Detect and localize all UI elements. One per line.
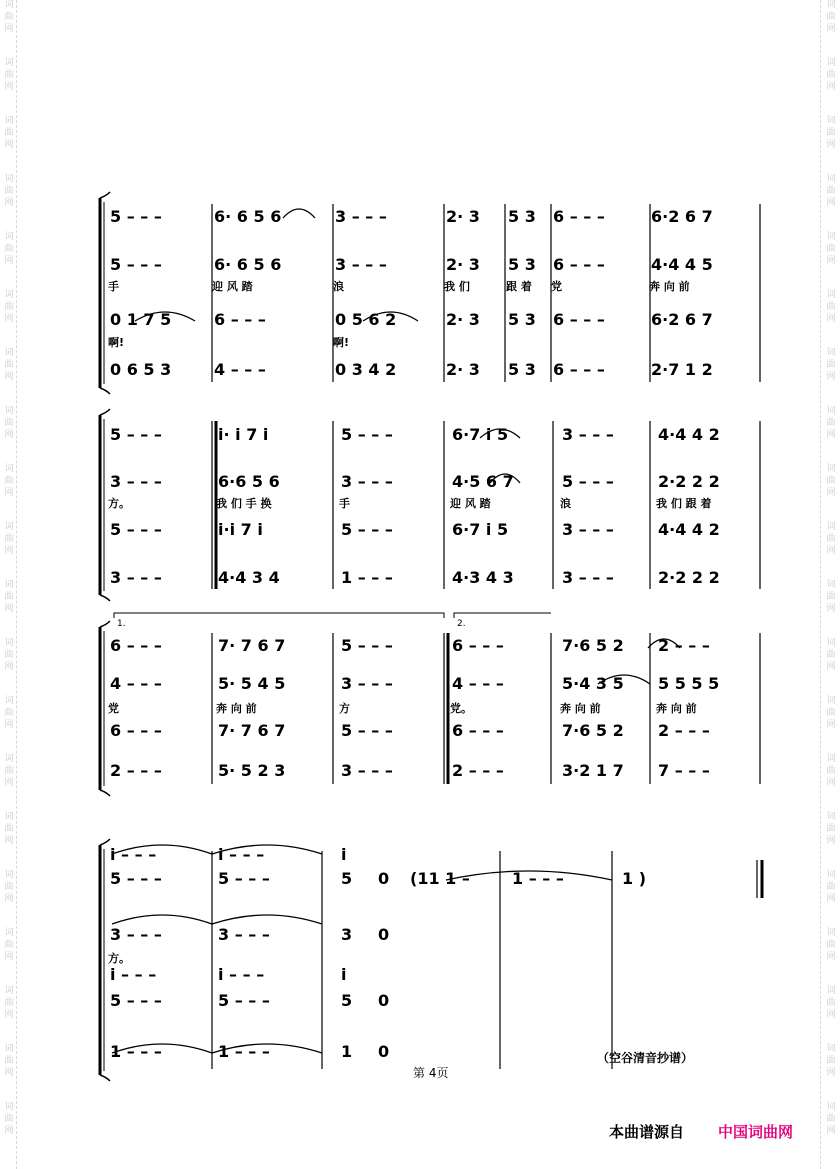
note-group: 1 bbox=[341, 1042, 353, 1061]
watermark-char: 曲 bbox=[4, 302, 14, 312]
watermark-char: 词 bbox=[4, 522, 14, 532]
note-group: 0 1 7 5 bbox=[110, 310, 172, 329]
bracket-hook-bottom bbox=[100, 595, 110, 601]
watermark-char: 网 bbox=[4, 430, 14, 440]
watermark-char: 曲 bbox=[4, 940, 14, 950]
note-group: 6 – – – bbox=[452, 636, 504, 655]
note-group: i – – – bbox=[110, 845, 157, 864]
note-group: 2 – – – bbox=[452, 761, 504, 780]
lyric-word: 党 bbox=[108, 702, 119, 715]
lyric-word: 手 bbox=[339, 497, 350, 510]
note-group: 4 – – – bbox=[452, 674, 504, 693]
watermark-char: 曲 bbox=[826, 882, 836, 892]
watermark-char: 词 bbox=[826, 522, 836, 532]
watermark-char: 网 bbox=[826, 1126, 836, 1136]
note-group: 1 – – – bbox=[512, 869, 564, 888]
bracket-hook-bottom bbox=[100, 790, 110, 796]
volta-1-label: 1. bbox=[117, 619, 126, 629]
note-group: 6· 6 5 6 bbox=[214, 255, 282, 274]
note-group: i – – – bbox=[218, 965, 265, 984]
note-group: 5 3 bbox=[508, 255, 536, 274]
note-group: 2· 3 bbox=[446, 207, 480, 226]
watermark-char: 词 bbox=[4, 638, 14, 648]
note-group: 3 – – – bbox=[110, 472, 162, 491]
note-group: i bbox=[341, 845, 347, 864]
watermark-char: 网 bbox=[826, 24, 836, 34]
watermark-char: 曲 bbox=[4, 244, 14, 254]
watermark-char: 词 bbox=[4, 986, 14, 996]
watermark-char: 曲 bbox=[4, 824, 14, 834]
lyric-word: 迎 风 踏 bbox=[450, 497, 491, 510]
note-group: 5 – – – bbox=[110, 520, 162, 539]
watermark-char: 曲 bbox=[4, 186, 14, 196]
watermark-char: 网 bbox=[826, 198, 836, 208]
note-group: i bbox=[341, 965, 347, 984]
watermark-char: 曲 bbox=[4, 418, 14, 428]
watermark-char: 曲 bbox=[826, 70, 836, 80]
lyric-word: 我 们 跟 着 bbox=[656, 497, 712, 510]
note-group: 6 – – – bbox=[553, 310, 605, 329]
bracket-hook-top bbox=[100, 409, 110, 415]
note-group: 6 – – – bbox=[452, 721, 504, 740]
note-group: 0 bbox=[378, 991, 390, 1010]
watermark-char: 曲 bbox=[826, 360, 836, 370]
watermark-char: 词 bbox=[4, 0, 14, 10]
watermark-char: 网 bbox=[826, 1010, 836, 1020]
note-group: 3 – – – bbox=[562, 520, 614, 539]
watermark-char: 网 bbox=[826, 836, 836, 846]
watermark-char: 网 bbox=[4, 82, 14, 92]
bracket-hook-bottom bbox=[100, 1075, 110, 1081]
lyric-word: 方。 bbox=[108, 952, 130, 965]
watermark-char: 曲 bbox=[826, 824, 836, 834]
note-group: 0 bbox=[378, 869, 390, 888]
watermark-char: 曲 bbox=[826, 186, 836, 196]
note-group: 2 – – – bbox=[658, 721, 710, 740]
transcriber-credit: （空谷清音抄谱） bbox=[597, 1051, 694, 1065]
watermark-char: 词 bbox=[4, 1044, 14, 1054]
lyric-word: 迎 风 踏 bbox=[212, 280, 253, 293]
watermark-char: 曲 bbox=[826, 708, 836, 718]
watermark-char: 曲 bbox=[826, 476, 836, 486]
note-group: 0 bbox=[378, 1042, 390, 1061]
note-group: 4 – – – bbox=[214, 360, 266, 379]
watermark-char: 词 bbox=[826, 580, 836, 590]
watermark-char: 词 bbox=[4, 1102, 14, 1112]
note-group: 6· 6 5 6 bbox=[214, 207, 282, 226]
lyric-word: 浪 bbox=[560, 497, 571, 510]
watermark-char: 词 bbox=[826, 812, 836, 822]
watermark-char: 词 bbox=[826, 58, 836, 68]
note-group: 5 – – – bbox=[218, 869, 270, 888]
watermark-char: 词 bbox=[4, 812, 14, 822]
watermark-char: 曲 bbox=[826, 940, 836, 950]
watermark-char: 曲 bbox=[826, 650, 836, 660]
note-group: 0 5 6 2 bbox=[335, 310, 397, 329]
note-group: 5 3 bbox=[508, 310, 536, 329]
watermark-char: 词 bbox=[4, 174, 14, 184]
watermark-char: 网 bbox=[826, 662, 836, 672]
watermark-char: 网 bbox=[4, 24, 14, 34]
note-group: 6 – – – bbox=[110, 721, 162, 740]
watermark-char: 网 bbox=[4, 546, 14, 556]
lyric-word: 跟 着 bbox=[506, 280, 532, 293]
note-group: 5· 5 4 5 bbox=[218, 674, 286, 693]
note-group: 3 – – – bbox=[335, 207, 387, 226]
bracket-hook-top bbox=[100, 839, 110, 845]
note-group: 3 – – – bbox=[110, 568, 162, 587]
note-group: 2·2 2 2 bbox=[658, 568, 720, 587]
note-group: 0 3 4 2 bbox=[335, 360, 397, 379]
watermark-char: 曲 bbox=[826, 128, 836, 138]
note-group: 2·7 1 2 bbox=[651, 360, 713, 379]
note-group: 6·7 i 5 bbox=[452, 520, 509, 539]
note-group: 6 – – – bbox=[214, 310, 266, 329]
slur-arc bbox=[283, 209, 315, 218]
note-group: 1 – – – bbox=[110, 1042, 162, 1061]
note-group: 2· 3 bbox=[446, 360, 480, 379]
note-group: 3 bbox=[341, 925, 353, 944]
note-group: 0 6 5 3 bbox=[110, 360, 172, 379]
watermark-char: 词 bbox=[4, 348, 14, 358]
note-group: 3 – – – bbox=[341, 674, 393, 693]
watermark-char: 网 bbox=[826, 488, 836, 498]
watermark-char: 网 bbox=[4, 256, 14, 266]
note-group: 3 – – – bbox=[562, 568, 614, 587]
watermark-char: 曲 bbox=[4, 12, 14, 22]
watermark-char: 网 bbox=[4, 1126, 14, 1136]
watermark-char: 词 bbox=[4, 116, 14, 126]
source-label: 本曲谱源自 bbox=[609, 1123, 685, 1141]
note-group: 2 – – – bbox=[658, 636, 710, 655]
watermark-char: 网 bbox=[4, 488, 14, 498]
note-group: 5 bbox=[341, 869, 353, 888]
note-group: 5 3 bbox=[508, 360, 536, 379]
watermark-char: 网 bbox=[826, 894, 836, 904]
note-group: 5 – – – bbox=[110, 425, 162, 444]
watermark-char: 曲 bbox=[826, 998, 836, 1008]
note-group: i – – – bbox=[110, 965, 157, 984]
note-group: 3 – – – bbox=[110, 925, 162, 944]
watermark-char: 网 bbox=[4, 604, 14, 614]
note-group: 7· 7 6 7 bbox=[218, 721, 286, 740]
watermark-char: 网 bbox=[826, 952, 836, 962]
volta-2-bracket bbox=[454, 613, 551, 618]
site-name-link[interactable]: 中国词曲网 bbox=[718, 1123, 794, 1141]
watermark-char: 曲 bbox=[4, 360, 14, 370]
watermark-char: 网 bbox=[4, 372, 14, 382]
watermark-char: 网 bbox=[4, 198, 14, 208]
watermark-char: 曲 bbox=[826, 766, 836, 776]
watermark-char: 网 bbox=[826, 430, 836, 440]
lyric-word: 我 们 手 换 bbox=[216, 497, 272, 510]
note-group: 4·4 4 2 bbox=[658, 425, 720, 444]
note-group: 5 – – – bbox=[110, 207, 162, 226]
watermark-char: 网 bbox=[826, 604, 836, 614]
note-group: 4·5 6 7 bbox=[452, 472, 514, 491]
watermark-char: 词 bbox=[826, 348, 836, 358]
bracket-hook-bottom bbox=[100, 388, 110, 394]
note-group: 3 – – – bbox=[341, 761, 393, 780]
watermark-char: 词 bbox=[826, 116, 836, 126]
note-group: 2· 3 bbox=[446, 310, 480, 329]
note-group: 6·7 i 5 bbox=[452, 425, 509, 444]
note-group: 5 – – – bbox=[341, 636, 393, 655]
watermark-char: 网 bbox=[4, 140, 14, 150]
slur-arc bbox=[212, 915, 322, 924]
watermark-char: 曲 bbox=[826, 1056, 836, 1066]
watermark-char: 网 bbox=[826, 720, 836, 730]
page-number: 第 4页 bbox=[413, 1066, 449, 1080]
watermark-char: 网 bbox=[826, 372, 836, 382]
watermark-char: 网 bbox=[826, 314, 836, 324]
watermark-char: 词 bbox=[826, 290, 836, 300]
watermark-char: 网 bbox=[826, 546, 836, 556]
note-group: 5 5 5 5 bbox=[658, 674, 720, 693]
note-group: 5 – – – bbox=[341, 425, 393, 444]
note-group: 5 – – – bbox=[218, 991, 270, 1010]
watermark-char: 曲 bbox=[4, 708, 14, 718]
lyric-word: 手 bbox=[108, 280, 119, 293]
note-group: 5 – – – bbox=[110, 255, 162, 274]
watermark-char: 网 bbox=[4, 720, 14, 730]
watermark-char: 网 bbox=[4, 836, 14, 846]
lyric-word: 奔 向 前 bbox=[560, 702, 601, 715]
lyric-word: 奔 向 前 bbox=[656, 702, 697, 715]
note-group: 5·4 3 5 bbox=[562, 674, 624, 693]
watermark-char: 词 bbox=[826, 928, 836, 938]
note-group: 4·3 4 3 bbox=[452, 568, 514, 587]
watermark-char: 词 bbox=[826, 870, 836, 880]
watermark-char: 词 bbox=[826, 696, 836, 706]
slur-arc bbox=[112, 915, 212, 924]
lyric-word: 党 bbox=[551, 280, 562, 293]
watermark-char: 词 bbox=[4, 580, 14, 590]
watermark-char: 网 bbox=[4, 662, 14, 672]
watermark-char: 词 bbox=[826, 754, 836, 764]
note-group: 7· 7 6 7 bbox=[218, 636, 286, 655]
note-group: 6 – – – bbox=[553, 207, 605, 226]
note-group: 5 – – – bbox=[562, 472, 614, 491]
note-group: 1 ) bbox=[622, 869, 647, 888]
watermark-char: 词 bbox=[4, 58, 14, 68]
watermark-char: 曲 bbox=[4, 476, 14, 486]
lyric-word: 方 bbox=[339, 702, 350, 715]
note-group: (11 1 – bbox=[410, 869, 470, 888]
note-group: 4·4 4 5 bbox=[651, 255, 713, 274]
note-group: 5 3 bbox=[508, 207, 536, 226]
note-group: 3·2 1 7 bbox=[562, 761, 624, 780]
note-group: 5 – – – bbox=[341, 520, 393, 539]
volta-2-label: 2. bbox=[457, 619, 466, 629]
watermark-char: 词 bbox=[826, 406, 836, 416]
note-group: 5 bbox=[341, 991, 353, 1010]
note-group: 0 bbox=[378, 925, 390, 944]
note-group: 7 – – – bbox=[658, 761, 710, 780]
watermark-char: 曲 bbox=[4, 1056, 14, 1066]
watermark-char: 词 bbox=[4, 406, 14, 416]
note-group: 3 – – – bbox=[341, 472, 393, 491]
watermark-char: 网 bbox=[826, 82, 836, 92]
lyric-word: 方。 bbox=[108, 497, 130, 510]
watermark-char: 曲 bbox=[4, 592, 14, 602]
watermark-char: 曲 bbox=[4, 650, 14, 660]
watermark-char: 词 bbox=[4, 290, 14, 300]
lyric-word: 啊! bbox=[333, 336, 350, 349]
watermark-char: 词 bbox=[4, 232, 14, 242]
bracket-hook-top bbox=[100, 192, 110, 198]
watermark-char: 词 bbox=[4, 464, 14, 474]
watermark-char: 曲 bbox=[826, 534, 836, 544]
note-group: 4·4 4 2 bbox=[658, 520, 720, 539]
watermark-char: 曲 bbox=[826, 418, 836, 428]
note-group: 3 – – – bbox=[218, 925, 270, 944]
watermark-char: 网 bbox=[826, 1068, 836, 1078]
note-group: 7·6 5 2 bbox=[562, 636, 624, 655]
note-group: 2 – – – bbox=[110, 761, 162, 780]
watermark-char: 词 bbox=[4, 754, 14, 764]
note-group: 3 – – – bbox=[335, 255, 387, 274]
bracket-hook-top bbox=[100, 621, 110, 627]
watermark-char: 曲 bbox=[826, 244, 836, 254]
watermark-char: 词 bbox=[826, 1102, 836, 1112]
watermark-char: 词 bbox=[826, 1044, 836, 1054]
watermark-char: 词 bbox=[826, 232, 836, 242]
watermark-char: 网 bbox=[826, 256, 836, 266]
note-group: i·i 7 i bbox=[218, 520, 263, 539]
note-group: 3 – – – bbox=[562, 425, 614, 444]
watermark-char: 曲 bbox=[826, 1114, 836, 1124]
watermark-char: 网 bbox=[826, 778, 836, 788]
watermark-char: 词 bbox=[826, 0, 836, 10]
watermark-char: 曲 bbox=[4, 70, 14, 80]
watermark-char: 词 bbox=[826, 638, 836, 648]
note-group: i – – – bbox=[218, 845, 265, 864]
watermark-char: 曲 bbox=[826, 12, 836, 22]
lyric-word: 啊! bbox=[108, 336, 125, 349]
note-group: 6 – – – bbox=[553, 360, 605, 379]
watermark-char: 网 bbox=[4, 1010, 14, 1020]
watermark-char: 曲 bbox=[4, 1114, 14, 1124]
watermark-char: 曲 bbox=[4, 998, 14, 1008]
note-group: 5 – – – bbox=[341, 721, 393, 740]
watermark-char: 网 bbox=[4, 778, 14, 788]
watermark-char: 词 bbox=[826, 986, 836, 996]
watermark-char: 曲 bbox=[826, 302, 836, 312]
lyric-word: 我 们 bbox=[444, 280, 470, 293]
watermark-char: 词 bbox=[4, 928, 14, 938]
note-group: 5 – – – bbox=[110, 991, 162, 1010]
watermark-char: 网 bbox=[4, 894, 14, 904]
note-group: 6 – – – bbox=[553, 255, 605, 274]
watermark-char: 网 bbox=[4, 1068, 14, 1078]
note-group: 6·2 6 7 bbox=[651, 310, 713, 329]
watermark-char: 网 bbox=[4, 314, 14, 324]
lyric-word: 奔 向 前 bbox=[649, 280, 690, 293]
lyric-word: 浪 bbox=[333, 280, 344, 293]
lyric-word: 党。 bbox=[450, 702, 472, 715]
note-group: 5· 5 2 3 bbox=[218, 761, 286, 780]
watermark-char: 词 bbox=[826, 174, 836, 184]
note-group: 4·4 3 4 bbox=[218, 568, 280, 587]
note-group: 6·6 5 6 bbox=[218, 472, 280, 491]
watermark-char: 曲 bbox=[4, 882, 14, 892]
note-group: 4 – – – bbox=[110, 674, 162, 693]
note-group: i· i 7 i bbox=[218, 425, 269, 444]
watermark-char: 词 bbox=[4, 696, 14, 706]
note-group: 2·2 2 2 bbox=[658, 472, 720, 491]
note-group: 6·2 6 7 bbox=[651, 207, 713, 226]
watermark-char: 词 bbox=[826, 464, 836, 474]
note-group: 1 – – – bbox=[218, 1042, 270, 1061]
watermark-char: 网 bbox=[4, 952, 14, 962]
watermark-char: 曲 bbox=[826, 592, 836, 602]
watermark-char: 曲 bbox=[4, 766, 14, 776]
note-group: 6 – – – bbox=[110, 636, 162, 655]
volta-1-bracket bbox=[114, 613, 444, 618]
watermark-char: 网 bbox=[826, 140, 836, 150]
note-group: 2· 3 bbox=[446, 255, 480, 274]
watermark-char: 词 bbox=[4, 870, 14, 880]
note-group: 7·6 5 2 bbox=[562, 721, 624, 740]
lyric-word: 奔 向 前 bbox=[216, 702, 257, 715]
watermark-char: 曲 bbox=[4, 128, 14, 138]
note-group: 1 – – – bbox=[341, 568, 393, 587]
watermark-char: 曲 bbox=[4, 534, 14, 544]
note-group: 5 – – – bbox=[110, 869, 162, 888]
